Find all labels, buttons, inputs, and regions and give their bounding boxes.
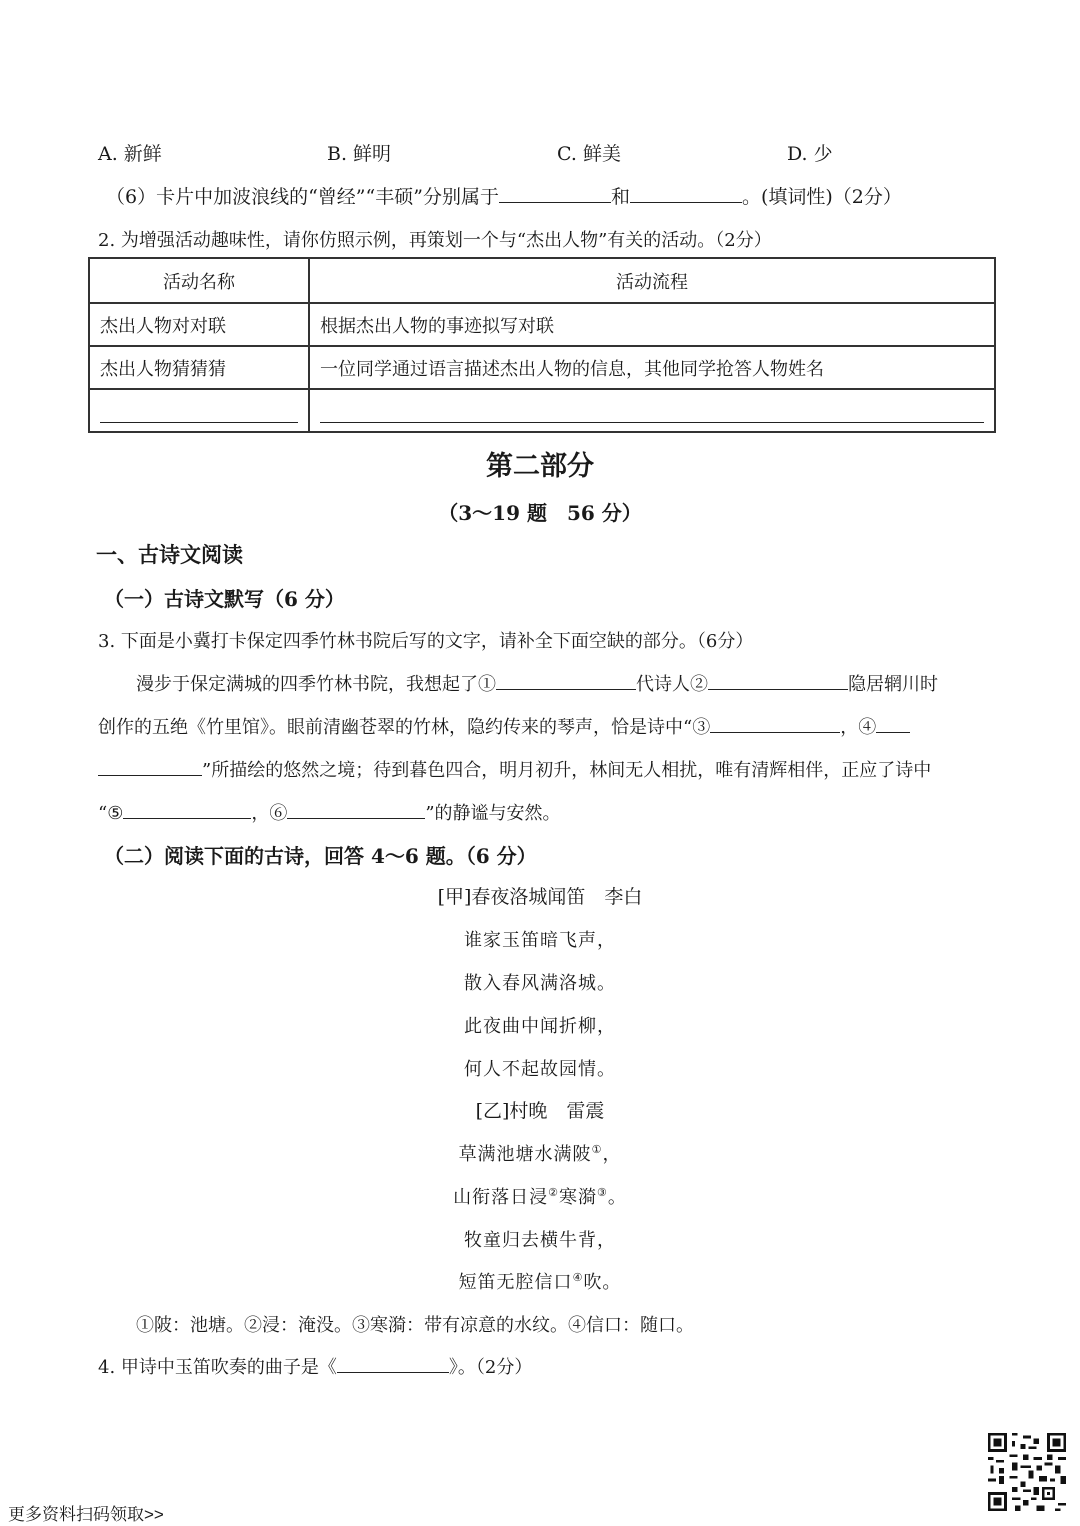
blank-4-start[interactable] bbox=[876, 714, 910, 733]
poem-2-line2-end: 。 bbox=[607, 1187, 627, 1208]
poem-2-line2-a: 山衔落日浸 bbox=[453, 1187, 549, 1208]
table-row bbox=[89, 303, 995, 346]
subsection-1-title: （一）古诗文默写（6 分） bbox=[104, 587, 345, 611]
table-cell-name: 杰出人物对对联 bbox=[89, 303, 309, 346]
question-6 bbox=[106, 182, 902, 209]
q3-line4-b: ，⑥ bbox=[251, 803, 288, 824]
q6-blank-1[interactable] bbox=[499, 183, 611, 203]
q3-line4-c: ”的静谧与安然。 bbox=[425, 803, 561, 824]
poem-2-line1-end: ， bbox=[602, 1144, 622, 1165]
qr-code-icon[interactable] bbox=[988, 1433, 1066, 1511]
poem-2-line bbox=[0, 1140, 1080, 1166]
q3-line-3 bbox=[98, 756, 931, 782]
q4-prefix: 4. 甲诗中玉笛吹奏的曲子是《 bbox=[98, 1357, 337, 1378]
blank-1[interactable] bbox=[496, 671, 636, 690]
q3-line4-a: “⑤ bbox=[98, 803, 124, 824]
answer-process-blank[interactable] bbox=[320, 398, 984, 423]
blank-2[interactable] bbox=[708, 671, 848, 690]
blank-6[interactable] bbox=[287, 800, 425, 819]
activity-table bbox=[88, 257, 996, 433]
table-cell-process: 一位同学通过语言描述杰出人物的信息，其他同学抢答人物姓名 bbox=[309, 346, 995, 389]
answer-name-cell[interactable] bbox=[89, 389, 309, 432]
footnote-mark: ③ bbox=[597, 1186, 608, 1199]
footnote-mark: ② bbox=[548, 1186, 559, 1199]
q6-blank-2[interactable] bbox=[630, 183, 742, 203]
poem-notes: ①陂：池塘。②浸：淹没。③寒漪：带有凉意的水纹。④信口：随口。 bbox=[136, 1315, 694, 1336]
poem-1-title: [甲]春夜洛城闻笛 李白 bbox=[437, 886, 643, 908]
q3-line1-b: 代诗人② bbox=[636, 674, 708, 695]
q3-line-4 bbox=[98, 799, 561, 825]
q3-line3-text: ”所描绘的悠然之境；待到暮色四合，明月初升，林间无人相扰，唯有清辉相伴，正应了诗中 bbox=[202, 760, 932, 781]
footer-text[interactable]: 更多资料扫码领取>> bbox=[8, 1505, 164, 1524]
q4-blank[interactable] bbox=[337, 1354, 449, 1373]
poem-2-line: 牧童归去横牛背， bbox=[464, 1230, 616, 1251]
poem-2-line bbox=[0, 1183, 1080, 1209]
poem-2-line4-b: 吹。 bbox=[583, 1272, 622, 1293]
q3-line-1 bbox=[136, 670, 938, 696]
part-subtitle: （3～19 题 56 分） bbox=[438, 501, 642, 525]
footnote-mark: ④ bbox=[572, 1271, 584, 1284]
poem-1-line: 何人不起故园情。 bbox=[464, 1059, 616, 1080]
q6-prefix: （6）卡片中加波浪线的“曾经”“丰硕”分别属于 bbox=[106, 186, 499, 208]
q3-line-2 bbox=[98, 713, 910, 739]
table-cell-name: 杰出人物猜猜猜 bbox=[89, 346, 309, 389]
part-title: 第二部分 bbox=[486, 451, 594, 482]
poem-1-line: 散入春风满洛城。 bbox=[464, 973, 616, 994]
table-cell-process: 根据杰出人物的事迹拟写对联 bbox=[309, 303, 995, 346]
poem-2-line bbox=[0, 1268, 1080, 1294]
q3-line1-c: 隐居辋川时 bbox=[848, 674, 938, 695]
poem-1-line: 此夜曲中闻折柳， bbox=[464, 1016, 616, 1037]
answer-process-cell[interactable] bbox=[309, 389, 995, 432]
blank-5[interactable] bbox=[123, 800, 251, 819]
option-b: B. 鲜明 bbox=[327, 143, 392, 165]
table-row-answer bbox=[89, 389, 995, 432]
footnote-mark: ① bbox=[591, 1143, 603, 1156]
section-title: 一、古诗文阅读 bbox=[96, 542, 243, 567]
table-row bbox=[89, 346, 995, 389]
question-3-intro: 3. 下面是小冀打卡保定四季竹林书院后写的文字，请补全下面空缺的部分。（6分） bbox=[98, 631, 754, 652]
question-4 bbox=[98, 1353, 532, 1379]
poem-2-line2-b: 寒漪 bbox=[559, 1187, 597, 1208]
poem-2-line4-a: 短笛无腔信口 bbox=[458, 1272, 573, 1293]
q3-line2-a: 创作的五绝《竹里馆》。眼前清幽苍翠的竹林，隐约传来的琴声，恰是诗中“③ bbox=[98, 717, 711, 738]
option-a: A. 新鲜 bbox=[98, 143, 162, 165]
blank-3[interactable] bbox=[710, 714, 840, 733]
q6-mid: 和 bbox=[610, 186, 630, 208]
table-header-row bbox=[89, 258, 995, 303]
poem-1-line: 谁家玉笛暗飞声， bbox=[464, 930, 616, 951]
poem-2-title: [乙]村晚 雷震 bbox=[475, 1100, 605, 1122]
option-c: C. 鲜美 bbox=[557, 143, 621, 165]
option-d: D. 少 bbox=[787, 143, 833, 165]
blank-4-end[interactable] bbox=[98, 757, 202, 776]
poem-2-line1-text: 草满池塘水满陂 bbox=[458, 1144, 592, 1165]
table-header-name: 活动名称 bbox=[89, 258, 309, 303]
subsection-2-title: （二）阅读下面的古诗，回答 4～6 题。（6 分） bbox=[104, 844, 537, 868]
question-2: 2. 为增强活动趣味性，请你仿照示例，再策划一个与“杰出人物”有关的活动。（2分） bbox=[98, 230, 772, 251]
q4-suffix: 》。（2分） bbox=[448, 1357, 533, 1378]
q3-line2-b: ，④ bbox=[840, 717, 877, 738]
answer-name-blank[interactable] bbox=[100, 398, 298, 423]
q6-suffix: 。(填词性)（2分） bbox=[741, 186, 902, 208]
q3-line1-a: 漫步于保定满城的四季竹林书院，我想起了① bbox=[136, 674, 496, 695]
table-header-process: 活动流程 bbox=[309, 258, 995, 303]
